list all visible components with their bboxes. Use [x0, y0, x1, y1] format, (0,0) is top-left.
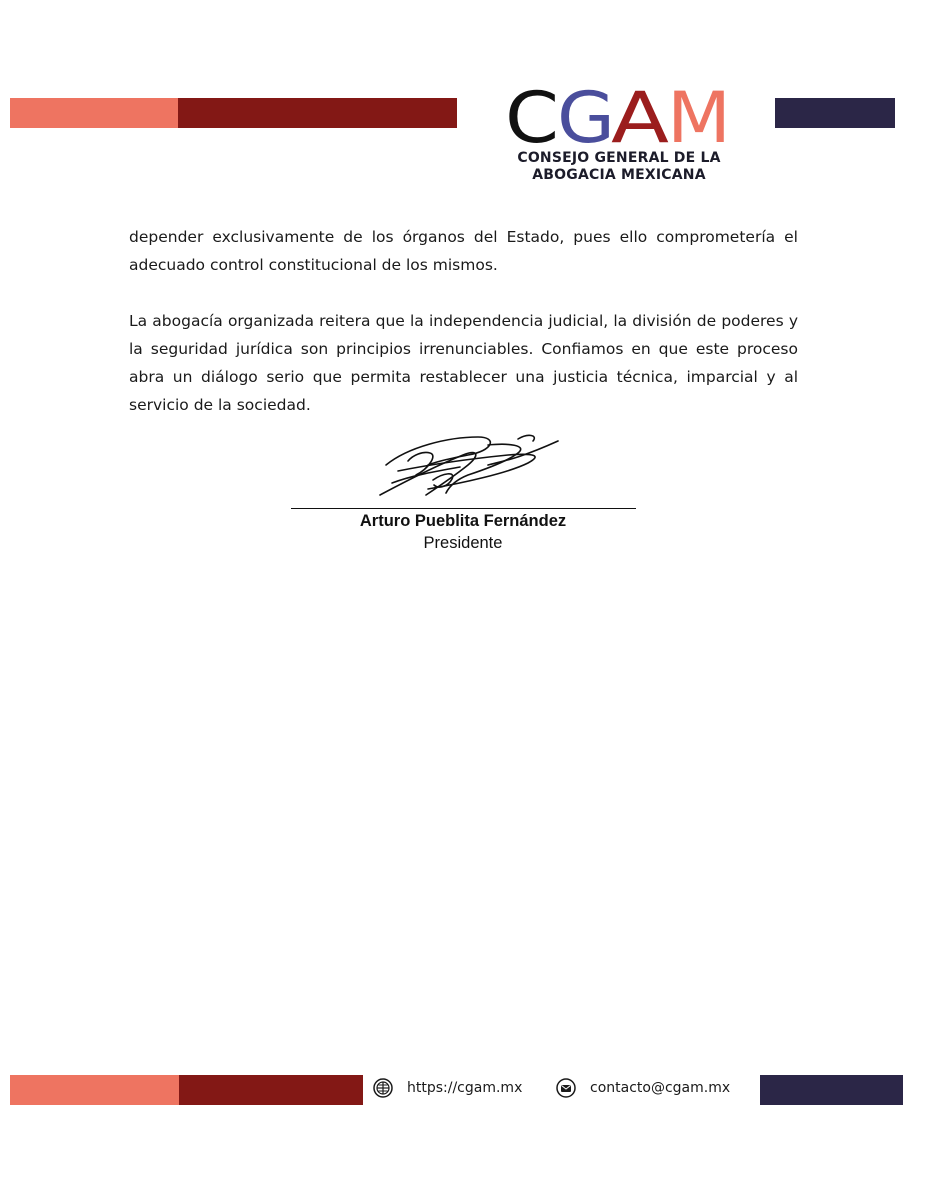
footer-email[interactable] — [556, 1076, 730, 1100]
logo-letter-c: C — [505, 80, 559, 148]
header-bar-crimson — [178, 98, 457, 128]
email-link[interactable]: contacto@cgam.mx — [590, 1080, 731, 1096]
mail-icon — [556, 1078, 576, 1098]
logo-wordmark — [503, 80, 735, 148]
logo-letter-a: A — [611, 80, 670, 148]
header-bar-coral — [10, 98, 178, 128]
header-bar-navy — [775, 98, 895, 128]
footer-website[interactable] — [373, 1076, 522, 1100]
signatory-title: Presidente — [423, 534, 503, 552]
cgam-logo — [503, 80, 743, 185]
signatory-name: Arturo Pueblita Fernández — [359, 512, 567, 530]
signature-line — [291, 508, 636, 509]
website-link[interactable]: https://cgam.mx — [407, 1080, 523, 1096]
body-paragraph-2: La abogacía organizada reitera que la independencia judicial, la división de poderes y la seguridad jurídica son principios irrenunciables. Confiamos en que este proceso abra un diálogo serio que permita restablecer una justicia técnica, imparcial y al servicio de la sociedad. — [129, 312, 798, 414]
globe-icon — [373, 1078, 393, 1098]
handwritten-signature — [368, 425, 568, 505]
footer-bar-navy — [760, 1075, 903, 1105]
logo-subtitle-line1: CONSEJO GENERAL DE LA — [517, 150, 721, 166]
footer-bar-coral — [10, 1075, 179, 1105]
logo-letter-g: G — [557, 80, 615, 148]
logo-letter-m: M — [667, 80, 731, 148]
body-paragraph-1: depender exclusivamente de los órganos del Estado, pues ello comprometería el adecuado control constitucional de los mismos. — [129, 228, 798, 274]
logo-subtitle-line2: ABOGACIA MEXICANA — [532, 167, 706, 183]
footer-bar-crimson — [179, 1075, 363, 1105]
